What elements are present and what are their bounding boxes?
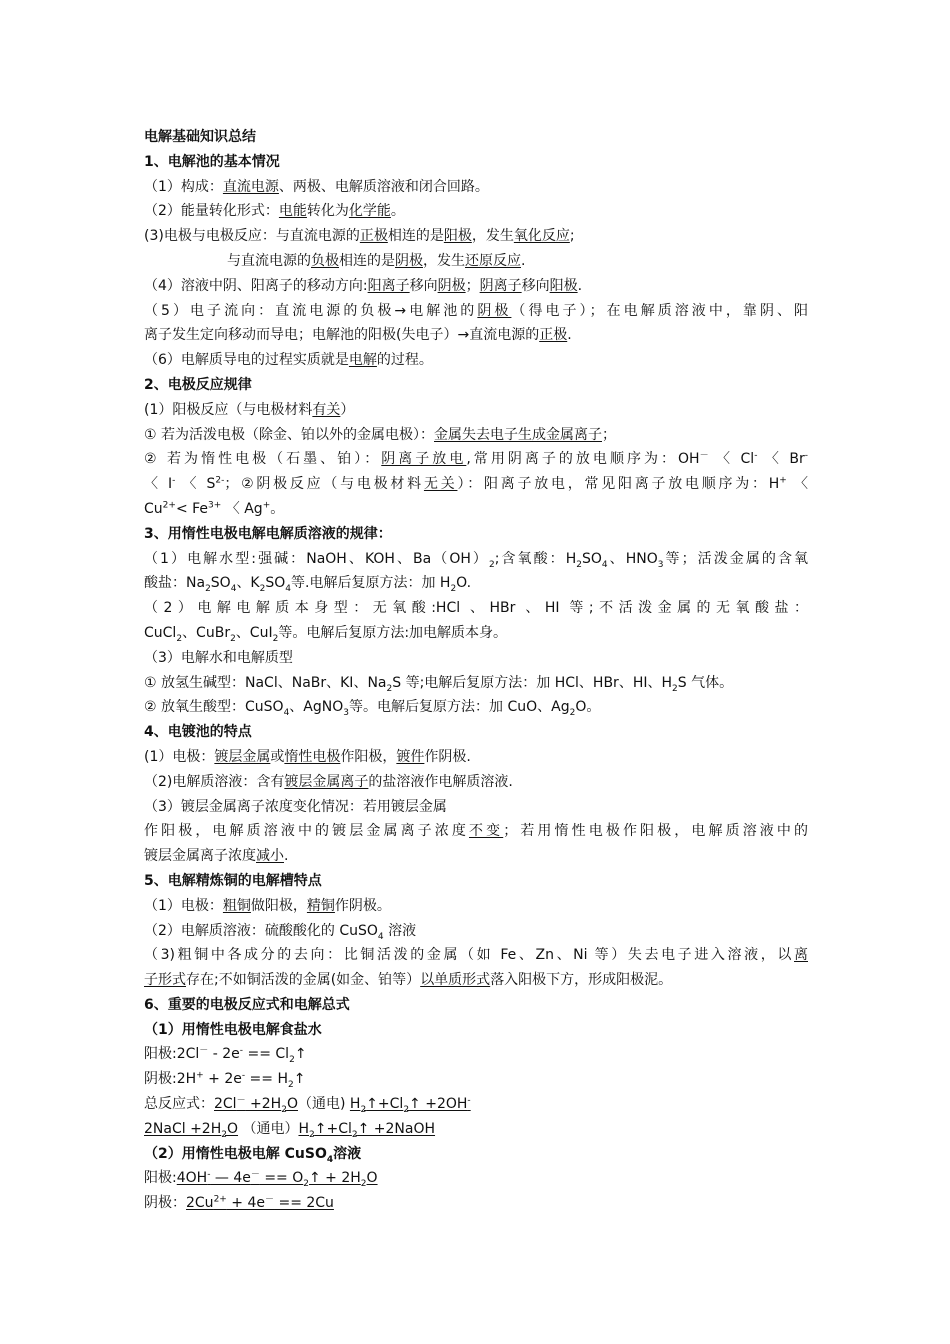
text-line: 与直流电源的负极相连的是阴极，发生还原反应.	[227, 252, 526, 269]
text-line: ① 放氢生碱型：NaCl、NaBr、KI、$Na_2S$ 等;电解后复原方法：加 HCl、HBr、HI、$H_2S$ 气体。	[144, 674, 734, 694]
text-line: 阴极:2H+ + $2e^- == H_2↑$	[144, 1070, 306, 1091]
text-line: 离子发生定向移动而导电；电解池的阳极(失电子）→直流电源的正极.	[144, 327, 572, 344]
text-line: (3)电极与电极反应：与直流电源的正极相连的是阳极，发生氧化反应;	[144, 228, 575, 245]
text-line: （2）能量转化形式：电能转化为化学能。	[144, 203, 405, 220]
text-line: （5）电子流向：直流电源的负极→电解池的阴极（得电子）；在电解质溶液中，靠阴、阳	[144, 302, 808, 319]
section-heading: （1）用惰性电极电解食盐水	[144, 1021, 322, 1038]
text-line: （1）电极：粗铜做阳极，精铜作阴极。	[144, 897, 391, 914]
text-line: 酸盐：$Na_2SO_4$、$K_2SO_4$等.电解后复原方法：加 $H_2O$.	[144, 575, 472, 595]
text-line: 阳极:2Cl－ - $2e^- == Cl_2↑$	[144, 1045, 307, 1066]
text-line: （3）镀层金属离子浓度变化情况：若用镀层金属	[144, 798, 447, 815]
text-line: （2）电解电解质本身型：无氧酸:HCl 、HBr 、HI 等;不活泼金属的无氧酸盐：	[144, 600, 808, 617]
section-heading: 4、电镀池的特点	[144, 724, 252, 741]
text-line: （2）电解质溶液：硫酸酸化的 CuSO$_4$ 溶液	[144, 922, 417, 942]
section-heading: 2、电极反应规律	[144, 376, 252, 393]
text-line: （1）电解水型:强碱：NaOH、KOH、$Ba(OH)_2$;含氧酸：$H_2SO_4$、$HNO_3$等；活泼金属的含氧	[144, 550, 808, 570]
text-line: ② 若为惰性电极（石墨、铂）：阴离子放电,常用阴离子的放电顺序为：OH－ 〈 Cl- 〈 Br-	[144, 450, 808, 468]
text-line: 作阳极，电解质溶液中的镀层金属离子浓度不变；若用惰性电极作阳极，电解质溶液中的	[144, 823, 808, 840]
text-line: (1）阳极反应（与电极材料有关）	[144, 401, 355, 418]
section-heading: （2）用惰性电极电解 CuSO$_4$溶液	[144, 1145, 362, 1165]
document-page	[144, 125, 808, 1216]
text-line: 阴极：$2Cu^{2+} + 4e^- == 2Cu$	[144, 1194, 334, 1212]
text-line: 2NaCl $+2H_2O$ （通电）$H_2↑+Cl_2↑$ +2NaOH	[144, 1120, 436, 1140]
text-line: ② 放氧生酸型：CuSO$_4$、AgNO$_3$等。电解后复原方法：加 CuO、$Ag_2O$。	[144, 699, 601, 719]
text-line: （3)粗铜中各成分的去向：比铜活泼的金属（如 Fe、Zn、Ni 等）失去电子进入溶液，以离	[144, 947, 808, 964]
text-line: （2)电解质溶液：含有镀层金属离子的盐溶液作电解质溶液.	[144, 773, 513, 790]
text-line: 镀层金属离子浓度减小.	[144, 848, 289, 865]
text-line: 阳极:4OH- — $4e^- == O_2↑ + 2H_2O$	[144, 1169, 378, 1190]
section-heading: 1、电解池的基本情况	[144, 153, 280, 170]
text-line: $Cu^{2+}< Fe^{3+}$ 〈 Ag+。	[144, 500, 285, 517]
text-line: （1）构成：直流电源、两极、电解质溶液和闭合回路。	[144, 178, 489, 195]
section-heading: 6、重要的电极反应式和电解总式	[144, 996, 350, 1013]
text-line: （4）溶液中阴、阳离子的移动方向:阳离子移向阴极；阴离子移向阳极.	[144, 277, 583, 294]
section-heading: 5、电解精炼铜的电解槽特点	[144, 872, 322, 889]
text-line: 子形式存在;不如铜活泼的金属(如金、铂等）以单质形式落入阳极下方，形成阳极泥。	[144, 972, 673, 989]
section-heading: 3、用惰性电极电解电解质溶液的规律：	[144, 525, 392, 542]
text-line: （6）电解质导电的过程实质就是电解的过程。	[144, 352, 433, 369]
text-line: 总反应式：$2Cl^- +2H_2O$（通电) $H_2↑+Cl_2↑ +2OH^-$	[144, 1095, 471, 1115]
text-line: 〈 I- 〈 $S^{2-}$；②阴极反应（与电极材料无关）：阳离子放电，常见阳离子放电顺序为：H+ 〈	[144, 475, 808, 493]
text-line: （3）电解水和电解质型	[144, 649, 293, 666]
section-heading: 电解基础知识总结	[144, 129, 256, 145]
text-line: ① 若为活泼电极（除金、铂以外的金属电极）：金属失去电子生成金属离子；	[144, 426, 616, 443]
text-line: (1）电极：镀层金属或惰性电极作阳极，镀件作阴极.	[144, 748, 471, 765]
text-line: CuCl$_2$、CuBr$_2$、CuI$_2$等。电解后复原方法:加电解质本身。	[144, 624, 508, 644]
